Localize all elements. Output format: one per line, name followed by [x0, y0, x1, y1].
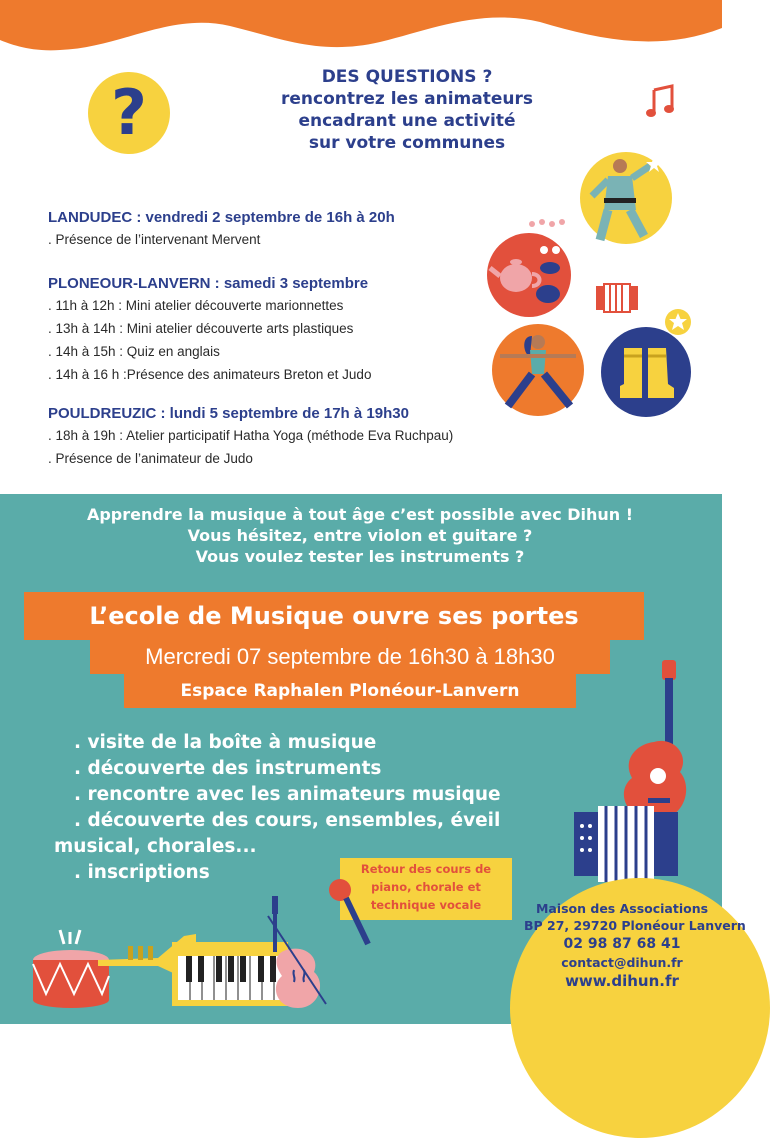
- schedule-pouldreuzic: [48, 404, 508, 470]
- questions-heading: [220, 66, 594, 154]
- violin-illustration: [266, 896, 330, 1016]
- questions-line: sur votre communes: [308, 133, 506, 153]
- schedule-item: . 14h à 16 h :Présence des animateurs Breton et Judo: [48, 367, 372, 382]
- schedule-ploneour: [48, 274, 508, 386]
- contact-phone: 02 98 87 68 41: [563, 936, 681, 952]
- contact-block: [524, 900, 746, 991]
- music-intro-line: Vous hésitez, entre violon et guitare ?: [187, 526, 533, 545]
- list-item: . découverte des instruments: [74, 758, 382, 779]
- boots-illustration: [600, 326, 692, 418]
- schedule-item: . 18h à 19h : Atelier participatif Hatha Yoga (méthode Eva Ruchpau): [48, 428, 454, 443]
- question-mark-icon: ?: [111, 76, 147, 149]
- list-item: . visite de la boîte à musique: [74, 732, 377, 753]
- open-date: Mercredi 07 septembre de 16h30 à 18h30: [145, 644, 555, 669]
- schedule-title: LANDUDEC : vendredi 2 septembre de 16h à 20h: [48, 209, 395, 226]
- steam-decoration: [528, 218, 568, 230]
- activities-list: [54, 730, 604, 886]
- open-title: L’ecole de Musique ouvre ses portes: [89, 602, 579, 630]
- retour-line: piano, chorale et: [371, 880, 481, 894]
- music-intro: [30, 494, 690, 567]
- top-wave-decoration: [0, 0, 722, 60]
- contact-address: BP 27, 29720 Plonéour Lanvern: [524, 918, 746, 933]
- contact-email[interactable]: contact@dihun.fr: [561, 955, 683, 970]
- schedule-item: . Présence de l’animateur de Judo: [48, 451, 253, 466]
- schedule-item: . 14h à 15h : Quiz en anglais: [48, 344, 220, 359]
- schedule-landudec: [48, 208, 508, 251]
- questions-line: DES QUESTIONS ?: [321, 67, 493, 87]
- retour-line: Retour des cours de: [360, 862, 492, 876]
- guitar-illustration: [614, 660, 694, 830]
- schedule-title: PLONEOUR-LANVERN : samedi 3 septembre: [48, 275, 369, 292]
- contact-name: Maison des Associations: [535, 901, 709, 916]
- list-item: . inscriptions: [74, 862, 210, 883]
- music-intro-line: Apprendre la musique à tout âge c’est possible avec Dihun !: [86, 505, 634, 524]
- questions-line: encadrant une activité: [298, 111, 516, 131]
- schedule-item: . 13h à 14h : Mini atelier découverte arts plastiques: [48, 321, 354, 336]
- music-note-icon: [646, 84, 676, 120]
- judo-illustration: [578, 150, 674, 246]
- microphone-illustration: [328, 878, 374, 948]
- schedule-item: . 11h à 12h : Mini atelier découverte marionnettes: [48, 298, 344, 313]
- list-item: musical, chorales...: [54, 836, 257, 857]
- schedule-title: POULDREUZIC : lundi 5 septembre de 17h à 19h30: [48, 405, 409, 422]
- contact-website[interactable]: www.dihun.fr: [565, 972, 679, 990]
- open-place: Espace Raphalen Plonéour-Lanvern: [180, 681, 520, 701]
- accordion-illustration: [596, 284, 638, 312]
- list-item: . rencontre avec les animateurs musique: [74, 784, 501, 805]
- list-item: . découverte des cours, ensembles, éveil: [74, 810, 501, 831]
- accordion-large-illustration: [574, 806, 678, 882]
- retour-line: technique vocale: [370, 898, 482, 912]
- music-intro-line: Vous voulez tester les instruments ?: [195, 547, 525, 566]
- questions-line: rencontrez les animateurs: [281, 89, 533, 109]
- schedule-item: . Présence de l’intervenant Mervent: [48, 232, 261, 247]
